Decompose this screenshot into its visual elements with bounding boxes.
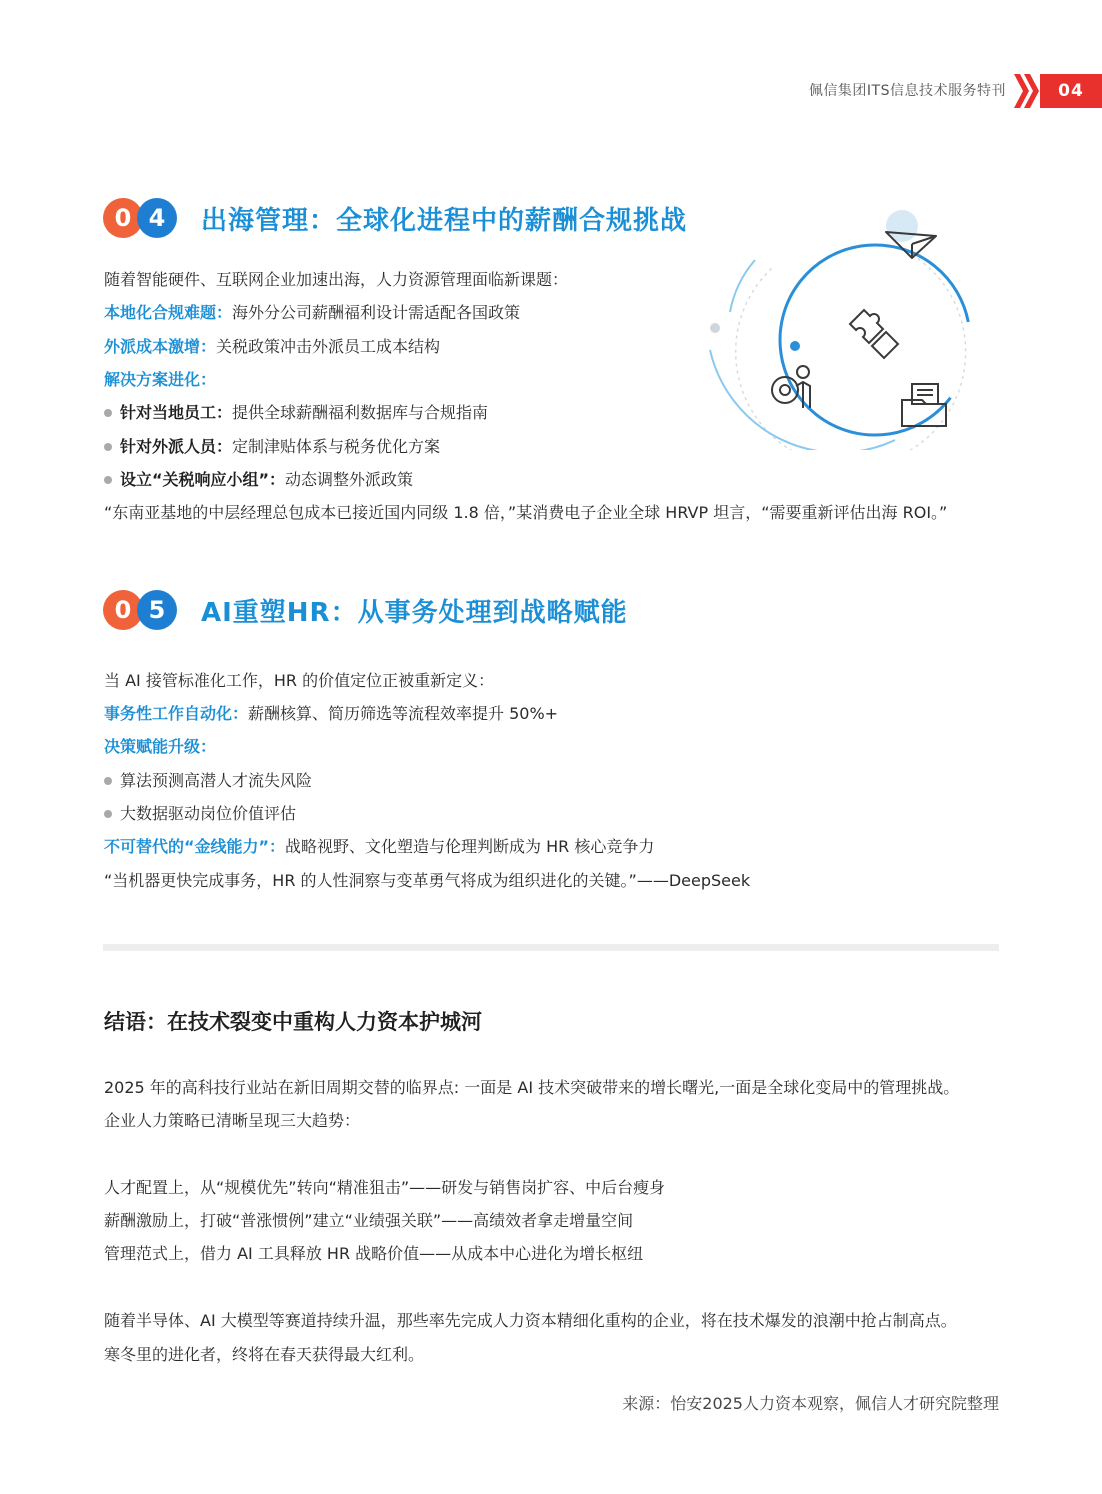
section-divider bbox=[103, 944, 999, 951]
section-title: AI重塑HR：从事务处理到战略赋能 bbox=[201, 597, 628, 628]
orbit-dot-icon bbox=[790, 341, 800, 351]
badge-digit-1: 0 bbox=[103, 590, 143, 630]
trend-item: 人才配置上，从“规模优先”转向“精准狙击”——研发与销售岗扩容、中后台瘦身 bbox=[104, 1178, 666, 1197]
paragraph-line: 随着半导体、AI 大模型等赛道持续升温，那些率先完成人力资本精细化重构的企业，将在技术爆发的浪潮中抢占制高点。 bbox=[104, 1311, 957, 1330]
list-item bbox=[104, 704, 558, 724]
bullet-item bbox=[104, 804, 296, 824]
badge-digit-1: 0 bbox=[103, 198, 143, 238]
item-text: 薪酬核算、简历筛选等流程效率提升 50%+ bbox=[248, 704, 559, 723]
small-dot-icon bbox=[710, 323, 720, 333]
bullet-item bbox=[104, 470, 413, 490]
section-intro: 当 AI 接管标准化工作，HR 的价值定位正被重新定义： bbox=[104, 671, 495, 690]
bullet-text: 大数据驱动岗位价值评估 bbox=[120, 804, 297, 823]
paragraph-line: 2025 年的高科技行业站在新旧周期交替的临界点: 一面是 AI 技术突破带来的增长曙光,一面是全球化变局中的管理挑战。 bbox=[104, 1078, 960, 1097]
list-item bbox=[104, 737, 216, 757]
bullet-text: 提供全球薪酬福利数据库与合规指南 bbox=[232, 403, 489, 422]
item-text: 海外分公司薪酬福利设计需适配各国政策 bbox=[232, 303, 521, 322]
section-number-badge bbox=[103, 590, 179, 630]
quote: “东南亚基地的中层经理总包成本已接近国内同级 1.8 倍，”某消费电子企业全球 HRVP 坦言，“需要重新评估出海 ROI。” bbox=[104, 503, 948, 522]
section-title: 出海管理：全球化进程中的薪酬合规挑战 bbox=[201, 205, 688, 236]
section-05-heading bbox=[103, 590, 628, 630]
publication-title: 佩信集团ITS信息技术服务特刊 bbox=[808, 83, 1006, 99]
page-header bbox=[0, 74, 1102, 108]
list-item bbox=[104, 837, 654, 857]
bullet-dot-icon bbox=[104, 409, 112, 417]
item-text: 关税政策冲击外派员工成本结构 bbox=[216, 337, 441, 356]
section-intro: 随着智能硬件、互联网企业加速出海，人力资源管理面临新课题： bbox=[104, 270, 569, 289]
bullet-dot-icon bbox=[104, 777, 112, 785]
list-item bbox=[104, 337, 440, 357]
bullet-dot-icon bbox=[104, 476, 112, 484]
bullet-item bbox=[104, 437, 440, 457]
bullet-text: 动态调整外派政策 bbox=[285, 470, 414, 489]
paragraph-line: 寒冬里的进化者，终将在春天获得最大红利。 bbox=[104, 1345, 425, 1364]
item-label: 外派成本激增： bbox=[104, 337, 217, 356]
bullet-label: 针对当地员工： bbox=[120, 403, 233, 422]
solution-label: 解决方案进化： bbox=[104, 370, 217, 389]
bullet-dot-icon bbox=[104, 443, 112, 451]
bullet-dot-icon bbox=[104, 810, 112, 818]
quote: “当机器更快完成事务，HR 的人性洞察与变革勇气将成为组织进化的关键。”——DeepSeek bbox=[104, 871, 751, 890]
bullet-item bbox=[104, 403, 488, 423]
page-number: 04 bbox=[1040, 74, 1102, 108]
chevron-decoration-icon bbox=[1012, 74, 1042, 108]
badge-digit-2: 4 bbox=[137, 198, 177, 238]
item-label: 决策赋能升级： bbox=[104, 737, 217, 756]
item-label: 本地化合规难题： bbox=[104, 303, 233, 322]
item-label: 事务性工作自动化： bbox=[104, 704, 249, 723]
bullet-item bbox=[104, 771, 312, 791]
bullet-text: 定制津贴体系与税务优化方案 bbox=[232, 437, 441, 456]
trend-item: 管理范式上，借力 AI 工具释放 HR 战略价值——从成本中心进化为增长枢纽 bbox=[104, 1244, 644, 1263]
bullet-text: 算法预测高潜人才流失风险 bbox=[120, 771, 313, 790]
list-item bbox=[104, 303, 520, 323]
puzzle-icon bbox=[850, 310, 898, 358]
section-number-badge bbox=[103, 198, 179, 238]
conclusion-title: 结语：在技术裂变中重构人力资本护城河 bbox=[104, 1010, 482, 1034]
item-text: 战略视野、文化塑造与伦理判断成为 HR 核心竞争力 bbox=[285, 837, 655, 856]
item-label: 不可替代的“金线能力”： bbox=[104, 837, 286, 856]
bullet-label: 针对外派人员： bbox=[120, 437, 233, 456]
section-04-heading bbox=[103, 198, 687, 238]
business-illustration bbox=[700, 200, 1000, 450]
bullet-label: 设立“关税响应小组”： bbox=[120, 470, 286, 489]
source-note: 来源：怡安2025人力资本观察，佩信人才研究院整理 bbox=[622, 1394, 999, 1413]
badge-digit-2: 5 bbox=[137, 590, 177, 630]
paragraph-line: 企业人力策略已清晰呈现三大趋势： bbox=[104, 1111, 361, 1130]
trend-item: 薪酬激励上，打破“普涨惯例”建立“业绩强关联”——高绩效者拿走增量空间 bbox=[104, 1211, 634, 1230]
